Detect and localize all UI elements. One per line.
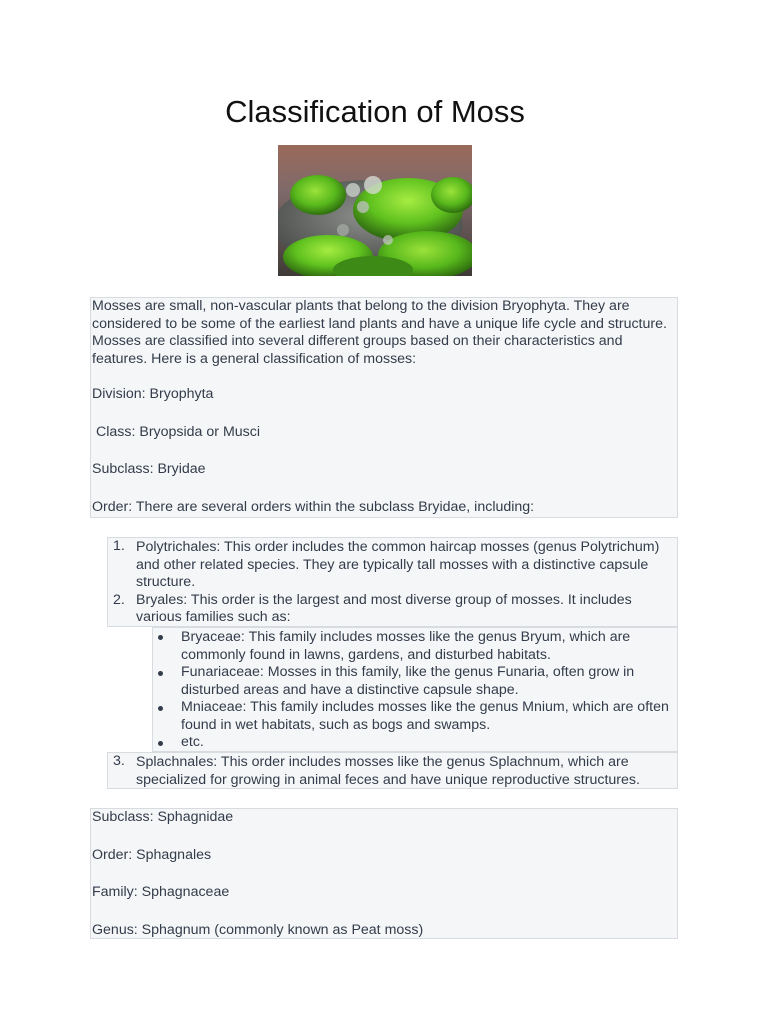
- list-item-text: Mniaceae: This family includes mosses like the genus Mnium, which are often found in wet habitats, such as bogs and swamps.: [181, 699, 669, 733]
- orders-list-group-1: [107, 537, 678, 627]
- family-line: Family: Sphagnaceae: [92, 884, 230, 900]
- list-number: 1.: [113, 538, 125, 554]
- list-item: [153, 664, 677, 699]
- bullet-icon: [158, 671, 163, 676]
- list-item: [108, 538, 677, 592]
- order-line: Order: There are several orders within the subclass Bryidae, including:: [92, 498, 535, 515]
- outro-section: [90, 808, 678, 939]
- division-line: Division: Bryophyta: [92, 386, 214, 402]
- list-number: 2.: [113, 591, 125, 608]
- moss-photo: [278, 145, 472, 276]
- genus-line: Genus: Sphagnum (commonly known as Peat moss): [92, 921, 424, 938]
- list-item-text: Polytrichales: This order includes the common haircap mosses (genus Polytrichum) and other related species. They are typically tall mosses with a distinctive capsule structure.: [136, 539, 660, 590]
- families-list: [152, 627, 678, 752]
- class-line: Class: Bryopsida or Musci: [96, 423, 260, 440]
- list-number: 3.: [113, 753, 125, 769]
- order-line: Order: Sphagnales: [92, 846, 212, 863]
- list-item-text: etc.: [181, 734, 204, 750]
- subclass-line: Subclass: Bryidae: [92, 461, 206, 477]
- intro-section: [90, 297, 678, 518]
- orders-list-group-2: [107, 752, 678, 789]
- list-item: [153, 734, 677, 752]
- list-item-text: Funariaceae: Mosses in this family, like the genus Funaria, often grow in disturbed areas and have a distinctive capsule shape.: [181, 664, 635, 698]
- list-item: [108, 592, 677, 627]
- intro-paragraph: Mosses are small, non-vascular plants that belong to the division Bryophyta. They are considered to be some of the earliest land plants and have a unique life cycle and structure. Mosses are classified into several different groups based on their characteristics and features. Here is a general classification of mosses:: [92, 298, 667, 367]
- bullet-icon: [158, 706, 163, 711]
- subclass-line: Subclass: Sphagnidae: [92, 809, 234, 825]
- list-item-text: Splachnales: This order includes mosses like the genus Splachnum, which are specialized for growing in animal feces and have unique reproductive structures.: [136, 754, 640, 788]
- list-item-text: Bryales: This order is the largest and most diverse group of mosses. It includes various families such as:: [136, 591, 632, 625]
- bullet-icon: [158, 741, 163, 746]
- list-item: [153, 628, 677, 664]
- list-item: [153, 699, 677, 734]
- page-title: Classification of Moss: [225, 94, 525, 129]
- list-item: [108, 753, 677, 789]
- bullet-icon: [158, 635, 163, 640]
- list-item-text: Bryaceae: This family includes mosses like the genus Bryum, which are commonly found in lawns, gardens, and disturbed habitats.: [181, 629, 631, 663]
